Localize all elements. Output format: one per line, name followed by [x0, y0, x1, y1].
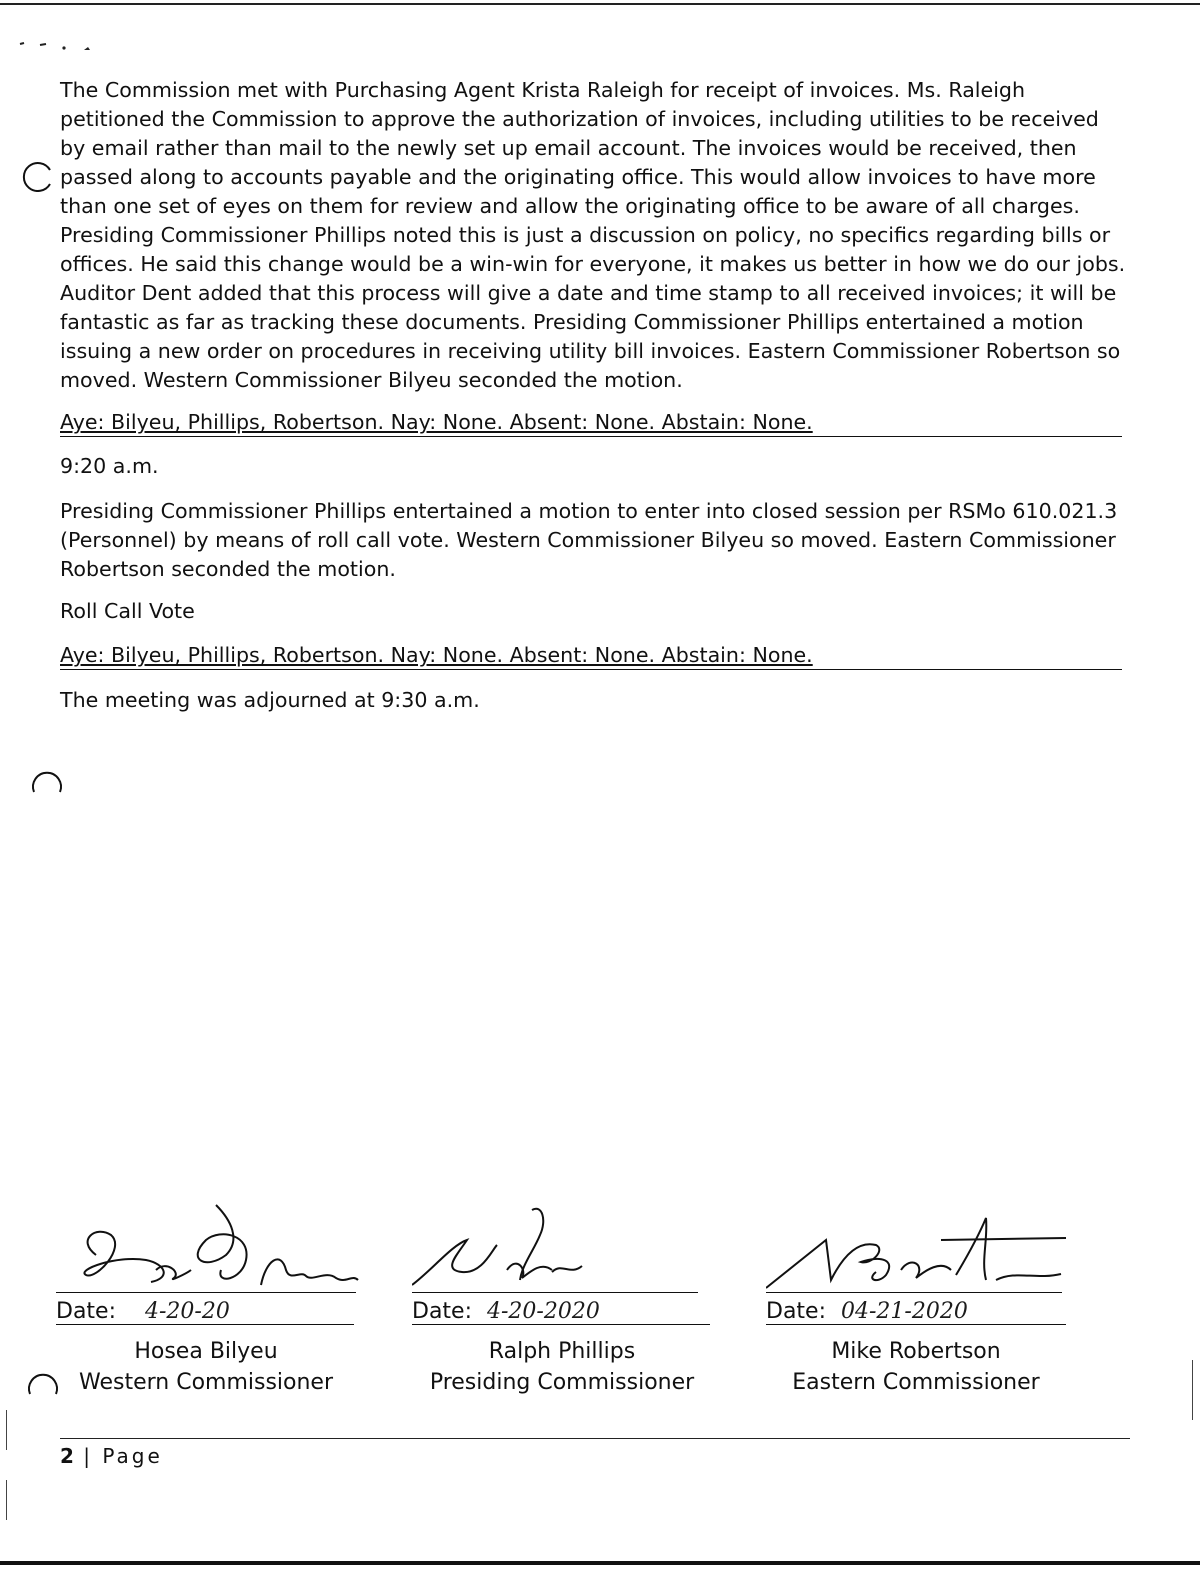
bottom-rule	[0, 1561, 1200, 1565]
vote-line-closed-session	[60, 641, 1122, 670]
footer-separator: |	[83, 1444, 94, 1468]
signer-title: Eastern Commissioner	[792, 1370, 1040, 1395]
vote-result: Aye: Bilyeu, Phillips, Robertson. Nay: None. Absent: None. Abstain: None.	[60, 410, 813, 434]
signer-name: Hosea Bilyeu	[134, 1339, 278, 1364]
date-row	[56, 1297, 230, 1327]
signer-title: Presiding Commissioner	[429, 1370, 695, 1395]
signature-line	[412, 1292, 698, 1293]
binder-hole-icon	[30, 766, 64, 798]
date-label: Date:	[56, 1299, 116, 1324]
date-row	[412, 1297, 600, 1327]
top-rule	[0, 3, 1200, 5]
page-footer	[60, 1442, 163, 1470]
vote-result: Aye: Bilyeu, Phillips, Robertson. Nay: None. Absent: None. Abstain: None.	[60, 643, 813, 667]
binder-hole-icon	[26, 1368, 60, 1400]
date-line	[56, 1324, 354, 1325]
paragraph-invoices: The Commission met with Purchasing Agent Krista Raleigh for receipt of invoices. Ms. Raleigh petitioned the Commission to approve the authorization of invoices, including utilities to be received by email rather than mail to the newly set up email account. The invoices would be received, then passed along to accounts payable and the originating office. This would allow invoices to have more than one set of eyes on them for review and allow the originating office to be aware of all charges. Presiding Commissioner Phillips noted this is just a discussion on policy, no specifics regarding bills or offices. He said this change would be a win-win for everyone, it makes us better in how we do our jobs. Auditor Dent added that this process will give a date and time stamp to all received invoices; it will be fantastic as far as tracking these documents. Presiding Commissioner Phillips entertained a motion issuing a new order on procedures in receiving utility bill invoices. Eastern Commissioner Robertson so moved. Western Commissioner Bilyeu seconded the motion.	[60, 78, 1126, 392]
date-value: 04-21-2020	[841, 1299, 968, 1324]
signer-name: Mike Robertson	[831, 1339, 1001, 1364]
signature-block-presiding	[412, 1200, 732, 1400]
date-line	[766, 1324, 1066, 1325]
adjourned-text: The meeting was adjourned at 9:30 a.m.	[60, 688, 480, 712]
footer-rule	[60, 1438, 1130, 1439]
vote-line-invoices	[60, 408, 1122, 437]
scan-marks-icon	[18, 40, 98, 54]
signature-line	[766, 1292, 1062, 1293]
scan-edge-mark	[1192, 1360, 1193, 1420]
scan-edge-mark	[6, 1410, 7, 1450]
page-number: 2	[60, 1444, 74, 1468]
signature-block-eastern	[766, 1200, 1086, 1400]
signature-line	[56, 1292, 356, 1293]
date-line	[412, 1324, 710, 1325]
signature-icon	[412, 1200, 732, 1295]
time-stamp: 9:20 a.m.	[60, 454, 159, 478]
signature-icon	[766, 1200, 1086, 1295]
roll-call-label: Roll Call Vote	[60, 599, 195, 623]
signature-icon	[56, 1200, 376, 1295]
date-value: 4-20-2020	[487, 1299, 600, 1324]
binder-hole-icon	[20, 160, 54, 192]
signer-title: Western Commissioner	[78, 1370, 334, 1395]
date-label: Date:	[412, 1299, 472, 1324]
scan-edge-mark	[6, 1480, 7, 1520]
date-row	[766, 1297, 968, 1327]
signer-name: Ralph Phillips	[488, 1339, 636, 1364]
date-value: 4-20-20	[145, 1299, 230, 1324]
page-label: Page	[102, 1444, 163, 1468]
date-label: Date:	[766, 1299, 826, 1324]
paragraph-closed-session: Presiding Commissioner Phillips entertained a motion to enter into closed session per RSMo 610.021.3 (Personnel) by means of roll call vote. Western Commissioner Bilyeu so moved. Eastern Commissioner Robertson seconded the motion.	[60, 499, 1118, 581]
signature-block-western	[56, 1200, 376, 1400]
